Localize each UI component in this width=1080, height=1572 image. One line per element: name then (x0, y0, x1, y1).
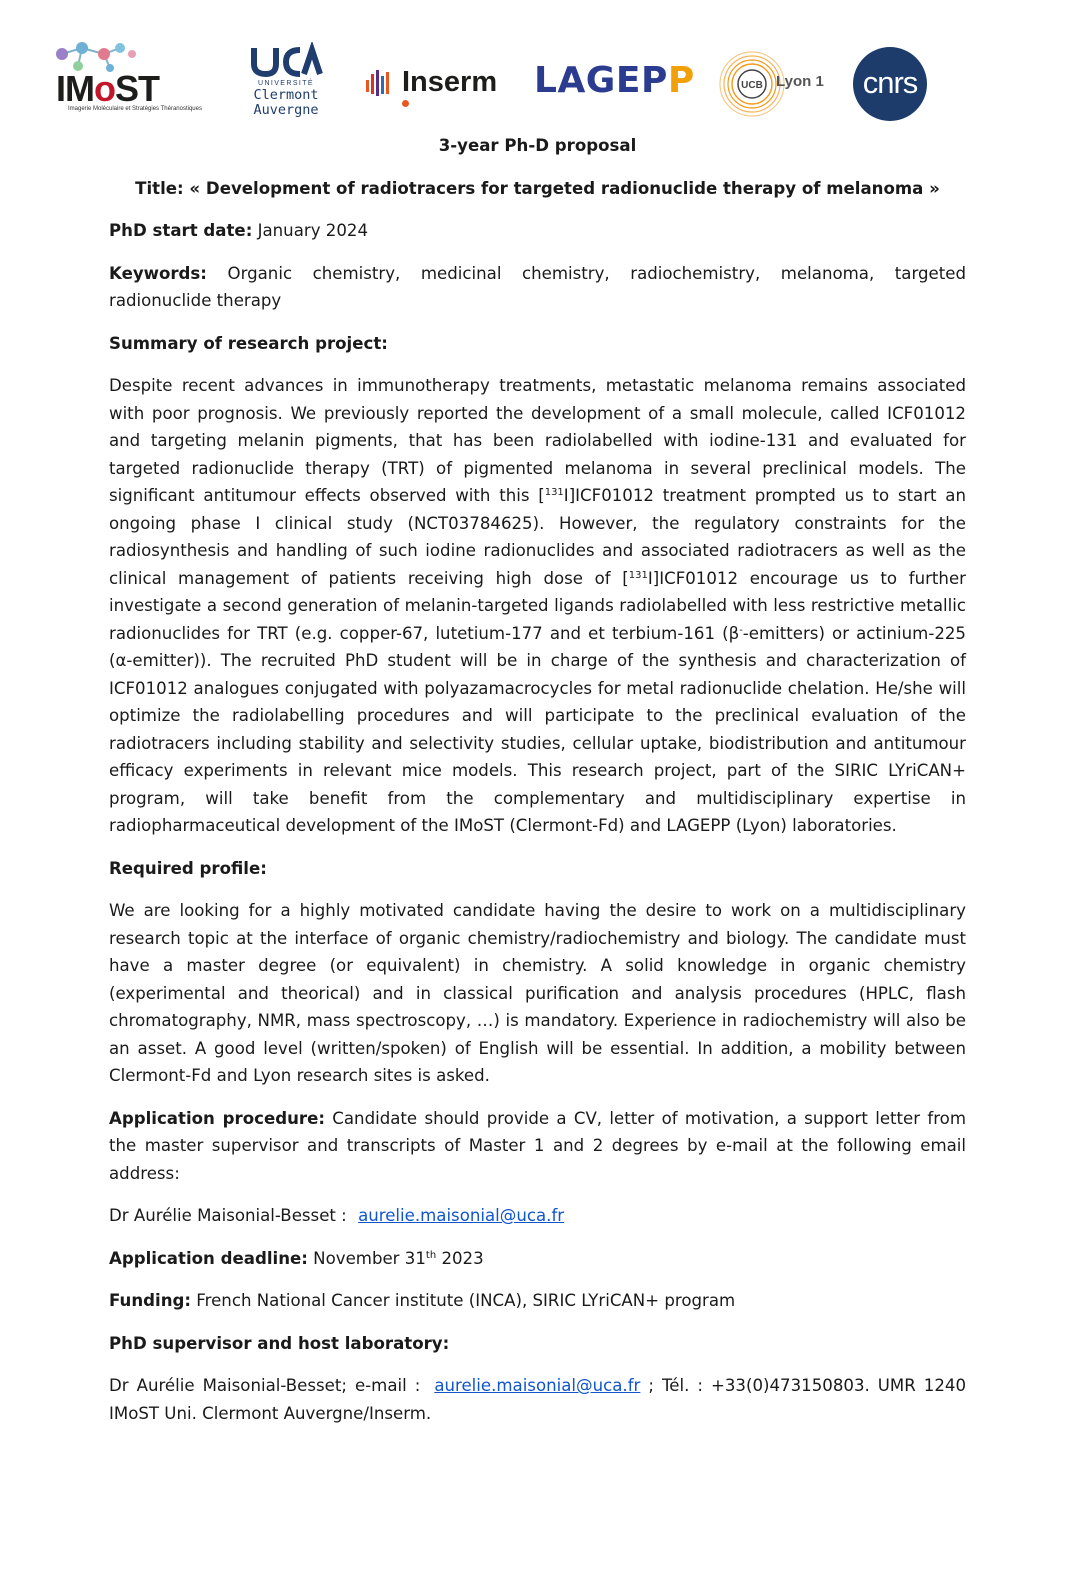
lyon1-logo (718, 44, 830, 124)
cnrs-wordmark: cnrs (862, 65, 918, 100)
start-date-label: PhD start date: (109, 221, 253, 240)
profile-paragraph: We are looking for a highly motivated candidate having the desire to work on a multidisciplinary research topic at the interface of organic chemistry/radiochemistry and biology. The candidate must have a master degree (or equivalent) in chemistry. A solid knowledge in organic chemistry (experimental and theorical) and in classical purification and analysis procedures (HPLC, flash chromatography, NMR, mass spectroscopy, …) is mandatory. Experience in radiochemistry will also be an asset. A good level (written/spoken) of English will be essential. In addition, a mobility between Clermont-Fd and Lyon research sites is asked. (109, 901, 966, 1085)
profile-heading: Required profile: (109, 858, 267, 878)
inserm-dot-icon (402, 100, 409, 107)
application-text: Candidate should provide a CV, letter of motivation, a support letter from the master supervisor and transcripts of Master 1 and 2 degrees by e-mail at the following email address: (109, 1108, 967, 1183)
lyon1-wordmark: Lyon 1 (776, 73, 824, 90)
supervisor-heading: PhD supervisor and host laboratory: (109, 1333, 450, 1353)
supervisor-email-link[interactable]: aurelie.maisonial@uca.fr (434, 1376, 641, 1395)
keywords (109, 260, 966, 315)
uca-logo (246, 42, 326, 122)
cnrs-logo (852, 46, 928, 122)
start-date (109, 217, 966, 245)
inserm-wordmark: Inserm (402, 66, 498, 98)
funding (109, 1287, 966, 1315)
uca-name: Clermont Auvergne (253, 87, 319, 118)
lagepp-wordmark: LAGEPP (534, 60, 695, 101)
uca-emblem-icon (246, 42, 326, 78)
inserm-logo (366, 62, 516, 112)
uca-university-label: UNIVERSITÉ (257, 80, 314, 87)
imost-logo (48, 40, 202, 120)
funding-label: Funding: (109, 1291, 192, 1310)
supervisor-paragraph: Dr Aurélie Maisonial-Besset; e-mail : aurelie.maisonial@uca.fr ; Tél. : +33(0)473150803. UMR 1240 IMoST Uni. Clermont Auvergne/Inserm. (109, 1376, 966, 1423)
application-procedure (109, 1105, 966, 1188)
keywords-label: Keywords: (109, 263, 207, 283)
inserm-bars-icon (366, 68, 396, 102)
proposal-title: Title: « Development of radiotracers for targeted radionuclide therapy of melanoma » (135, 178, 940, 198)
application-label: Application procedure: (109, 1108, 325, 1128)
imost-wordmark: IMoST (56, 68, 160, 109)
deadline-label: Application deadline: (109, 1248, 308, 1268)
application-contact (109, 1202, 966, 1230)
logo-row (48, 40, 1038, 126)
summary-paragraph: Despite recent advances in immunotherapy treatments, metastatic melanoma remains associated with poor prognosis. We previously reported the development of a small molecule, called ICF01012 and targeting melanin pigments, that has been radiolabelled with iodine-131 and evaluated for targeted radionuclide therapy (TRT) of pigmented melanoma in several preclinical models. The significant antitumour effects observed with this [$^{131}$I]ICF01012 treatment prompted us to start an ongoing phase I clinical study (NCT03784625). However, the regulatory constraints for the radiosynthesis and handling of such iodine radionuclides and associated radiotracers as well as the clinical management of patients receiving high dose of [$^{131}$I]ICF01012 encourage us to further investigate a second generation of melanin-targeted ligands radiolabelled with less restrictive metallic radionuclides for TRT (e.g. copper-67, lutetium-177 and et terbium-161 (β--emitters) or actinium-225 (α-emitter)). The recruited PhD student will be in charge of the synthesis and characterization of ICF01012 analogues conjugated with polyazamacrocycles for metal radionuclide chelation. He/she will optimize the radiolabelling procedures and will participate to the preclinical evaluation of the radiotracers including stability and selectivity studies, cellular uptake, biodistribution and antitumour efficacy experiments in relevant mice models. This research project, part of the SIRIC LYriCAN+ program, will take benefit from the complementary and multidisciplinary expertise in radiopharmaceutical development of the IMoST (Clermont-Fd) and LAGEPP (Lyon) laboratories. (109, 376, 966, 835)
keywords-value: Organic chemistry, medicinal chemistry, radiochemistry, melanoma, targeted radionuclide therapy (109, 263, 966, 310)
contact-email-link[interactable]: aurelie.maisonial@uca.fr (358, 1206, 565, 1225)
imost-subtitle: Imagerie Moléculaire et Stratégies Théranostiques (68, 106, 202, 112)
application-deadline: Application deadline: November 31th 2023 (109, 1248, 484, 1268)
contact-name: Dr Aurélie Maisonial-Besset : (109, 1206, 353, 1225)
svg-text:UCB: UCB (741, 80, 763, 91)
summary-heading: Summary of research project: (109, 333, 388, 353)
proposal-type: 3-year Ph-D proposal (438, 136, 637, 155)
start-date-value: January 2024 (252, 221, 369, 240)
funding-value: French National Cancer institute (INCA), SIRIC LYriCAN+ program (191, 1291, 736, 1310)
lagepp-logo (534, 58, 710, 108)
proposal-document (109, 132, 966, 1442)
